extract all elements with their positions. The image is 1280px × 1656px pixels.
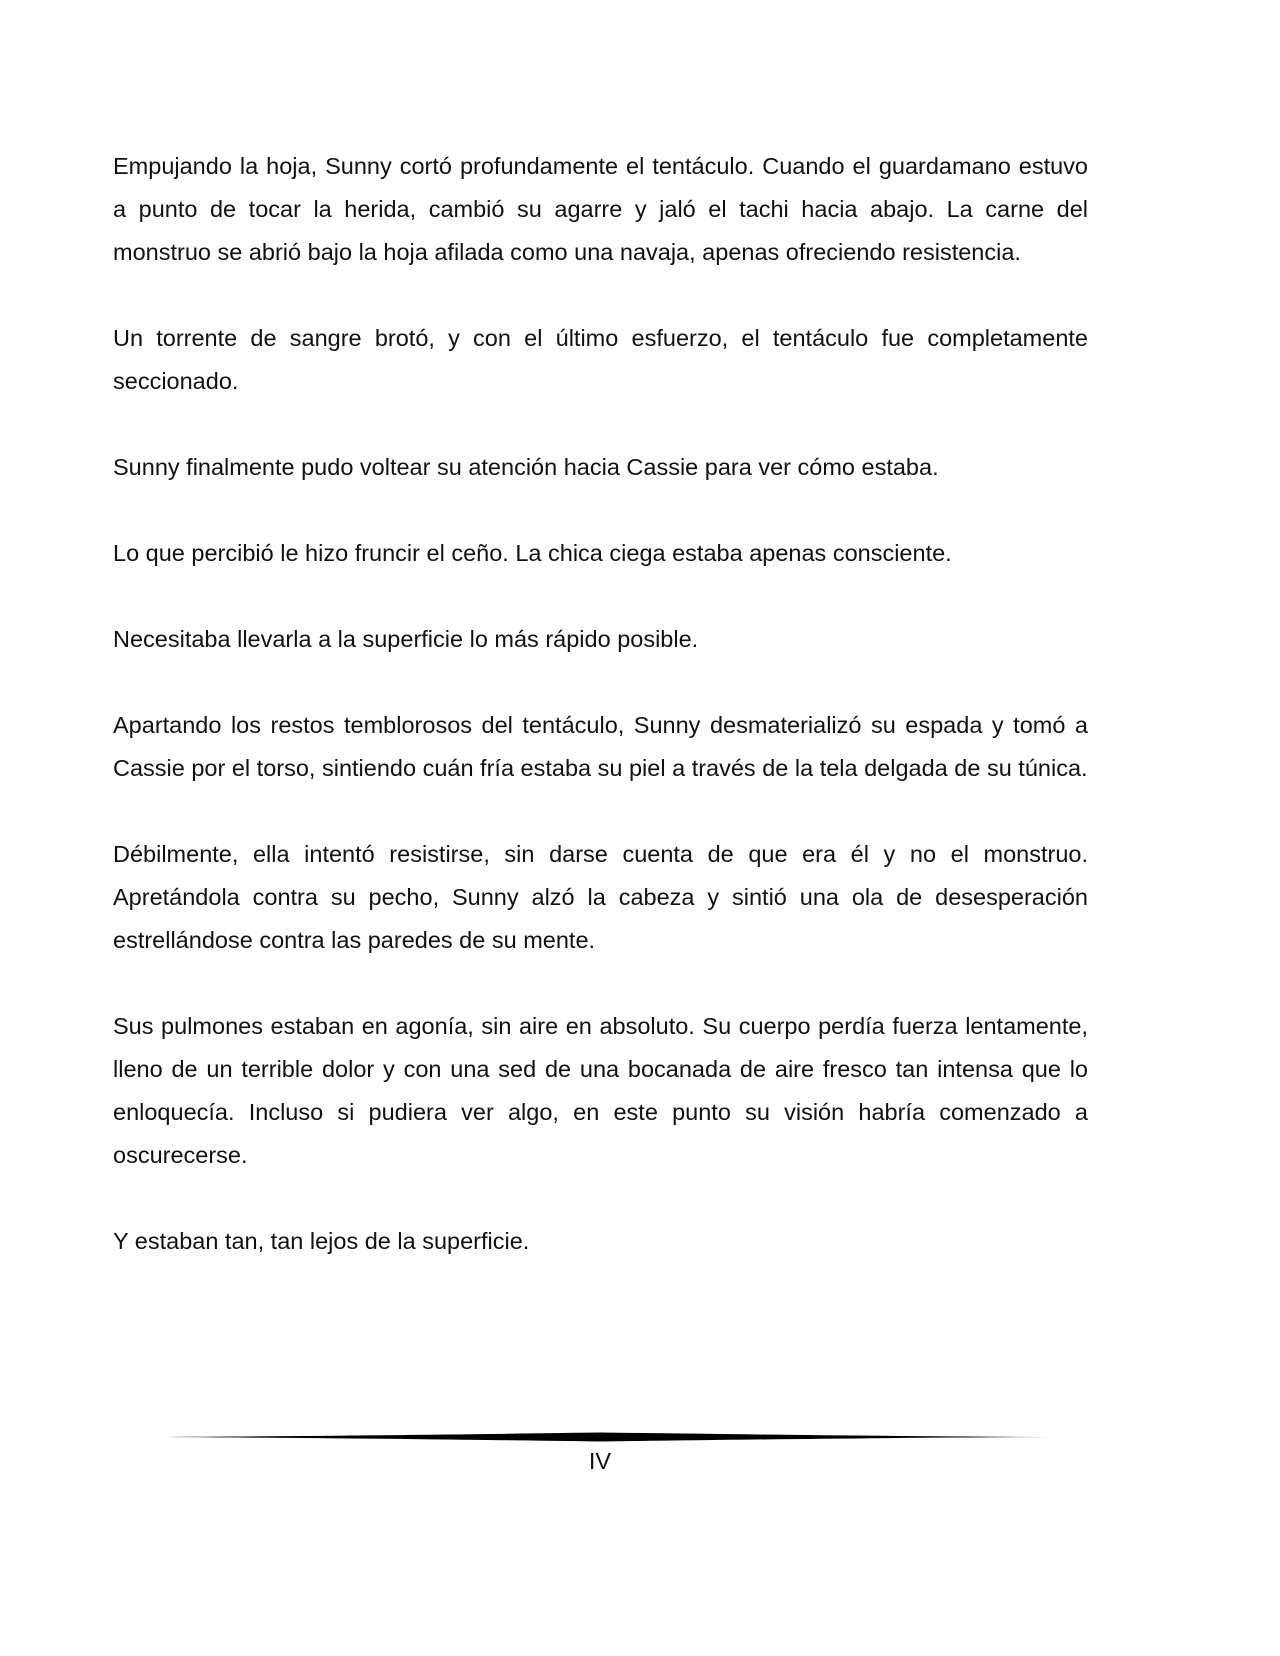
paragraph: Lo que percibió le hizo fruncir el ceño. La chica ciega estaba apenas consciente. xyxy=(113,540,952,566)
paragraph: Necesitaba llevarla a la superficie lo más rápido posible. xyxy=(113,626,699,652)
paragraph: Sunny finalmente pudo voltear su atención hacia Cassie para ver cómo estaba. xyxy=(113,454,939,480)
body-text xyxy=(113,145,1088,1306)
paragraph: Sus pulmones estaban en agonía, sin aire en absoluto. Su cuerpo perdía fuerza lentamente, lleno de un terrible dolor y con una sed de una bocanada de aire fresco tan intensa que lo enloquecía. Incluso si pudiera ver algo, en este punto su visión habría comenzado a oscurecerse. xyxy=(113,1013,1088,1168)
paragraph: Débilmente, ella intentó resistirse, sin darse cuenta de que era él y no el monstruo. Apretándola contra su pecho, Sunny alzó la cabeza y sintió una ola de desesperación estrellándose contra las paredes de su mente. xyxy=(113,841,1088,953)
paragraph: Empujando la hoja, Sunny cortó profundamente el tentáculo. Cuando el guardamano estuvo a punto de tocar la herida, cambió su agarre y jaló el tachi hacia abajo. La carne del monstruo se abrió bajo la hoja afilada como una navaja, apenas ofreciendo resistencia. xyxy=(113,153,1088,265)
paragraph: Apartando los restos temblorosos del tentáculo, Sunny desmaterializó su espada y tomó a Cassie por el torso, sintiendo cuán fría estaba su piel a través de la tela delgada de su túnica. xyxy=(113,712,1088,781)
paragraph: Un torrente de sangre brotó, y con el último esfuerzo, el tentáculo fue completamente seccionado. xyxy=(113,325,1088,394)
page-number: IV xyxy=(588,1448,612,1474)
decorative-rule xyxy=(152,1432,1050,1442)
paragraph: Y estaban tan, tan lejos de la superficie. xyxy=(113,1228,530,1254)
decorative-rule-shape xyxy=(152,1433,1050,1442)
